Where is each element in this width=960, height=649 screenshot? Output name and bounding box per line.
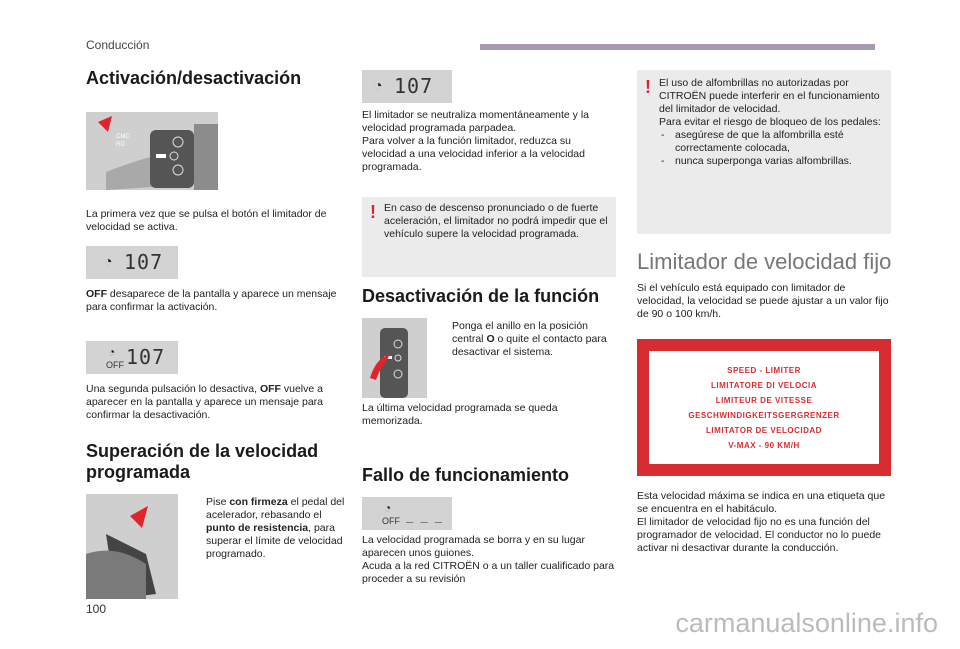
activation-text-1: La primera vez que se pulsa el botón el limitador de velocidad se activa. [86,208,327,233]
malfunction-dashes: _ _ _ [406,509,443,523]
warning-mats-text-2: Para evitar el riesgo de bloqueo de los pedales: [659,116,881,128]
malfunction-text-2: Acuda a la red CITROËN o a un taller cualificado para proceder a su revisión [362,560,615,585]
activation-text-2 [86,288,351,314]
stalk-ring-illustration [362,318,427,398]
override-bullet-bold-1: con firmeza [229,496,288,508]
speedometer-icon: ◔ [108,345,116,359]
speedometer-icon: ◔ [104,253,113,269]
deactivation-bullet-b: o quite el contacto para desactivar el sistema. [452,333,607,358]
speed-limiter-label-inner [649,351,879,464]
stalk-drawing [86,112,218,190]
list-item: - asegúrese de que la alfombrilla esté correctamente colocada, [659,129,884,155]
header-divider-bar [480,44,875,50]
deactivation-bullet [436,320,616,359]
warning-box-descent [362,197,616,277]
speedometer-icon: ◔ [384,501,392,515]
stalk-ring-drawing [362,318,427,398]
malfunction-title: Fallo de funcionamiento [362,465,570,485]
deactivation-function-title: Desactivación de la función [362,286,600,306]
deactivation-text-a: Una segunda pulsación lo desactiva, [86,383,260,395]
label-line: V-MAX - 90 KM/H [728,440,800,450]
fixed-limiter-title: Limitador de velocidad fijo [637,249,892,274]
warning-icon: ! [645,77,651,97]
malfunction-text-1: La velocidad programada se borra y en su lugar aparecen unos guiones. [362,534,585,559]
label-line: SPEED - LIMITER [727,365,801,375]
fixed-limiter-text-1: Si el vehículo está equipado con limitador de velocidad, la velocidad se puede ajustar a un valor fijo de 90 o 100 km/h. [637,282,889,320]
blinking-display [362,70,452,103]
label-line: LIMITEUR DE VITESSE [715,395,813,405]
blinking-display-value: 107 [394,74,434,98]
deactivation-text [86,383,351,422]
section-title: Conducción [86,38,150,52]
override-bullet-d: , para superar el límite de velocidad programado. [206,522,343,560]
malfunction-display [362,497,452,530]
malfunction-off: OFF [382,516,400,526]
off-bold: OFF [86,288,107,300]
warning-mats-text-1: El uso de alfombrillas no autorizadas por CITROËN puede interferir en el funcionamiento del limitador de velocidad. [659,77,880,115]
watermark: carmanualsonline.info [675,608,938,638]
warning-box-mats [637,70,891,234]
label-line: LIMITATORE DI VELOCIA [710,380,818,390]
activation-title: Activación/desactivación [86,68,302,88]
fixed-limiter-text-3: El limitador de velocidad fijo no es una función del programador de velocidad. El conductor no lo puede activar ni desactivar durante la conducción. [637,516,881,554]
override-bullet-c: el pedal del acelerador, rebasando el [206,496,345,521]
pedal-illustration [86,494,178,599]
deactivation-bullet-a: Ponga el anillo en la posición central [452,320,589,345]
stalk-label-rd: RD [116,142,125,148]
deactivation-off-bold: OFF [259,383,281,395]
display-2-off: OFF [106,360,124,370]
speedometer-icon: ◔ [374,77,383,93]
page-number: 100 [86,602,107,616]
warning-mats-content [659,77,884,168]
deactivation-text-b: vuelve a aparecer en la pantalla y aparece un mensaje para confirmar la desactivación. [86,383,323,421]
label-line: LIMITATOR DE VELOCIDAD [706,425,822,435]
deactivation-bullet-bold: O [486,333,495,345]
speed-display-2 [86,341,178,374]
stalk-label-cmc: CMC [116,134,130,140]
override-title: Superación de la velocidad programada [86,441,319,482]
stalk-illustration [86,112,218,190]
override-bullet [190,496,350,561]
label-line: GESCHWINDIGKEITSGERGRENZER [688,410,840,420]
warning-mats-list [659,129,884,168]
speed-display-1 [86,246,178,279]
memorized-text: La última velocidad programada se queda memorizada. [362,402,558,427]
warning-descent-text: En caso de descenso pronunciado o de fuerte aceleración, el limitador no podrá impedir que el vehículo supere la velocidad programada. [384,202,608,240]
override-bullet-a: Pise [206,496,230,508]
display-2-value: 107 [126,345,166,369]
override-bullet-bold-2: punto de resistencia [206,522,309,534]
list-item: - nunca superponga varias alfombrillas. [659,155,884,168]
activation-text-2-rest: desaparece de la pantalla y aparece un mensaje para confirmar la activación. [86,288,337,313]
display-1-value: 107 [124,250,164,274]
pedal-drawing [86,494,178,599]
speed-limiter-label [637,339,891,476]
neutralize-text-2: Para volver a la función limitador, reduzca su velocidad a una velocidad inferior a la velocidad programada. [362,135,585,173]
warning-icon: ! [370,202,376,222]
neutralize-text-1: El limitador se neutraliza momentáneamente y la velocidad programada parpadea. [362,109,590,134]
fixed-limiter-text-2: Esta velocidad máxima se indica en una etiqueta que se encuentra en el habitáculo. [637,490,886,515]
